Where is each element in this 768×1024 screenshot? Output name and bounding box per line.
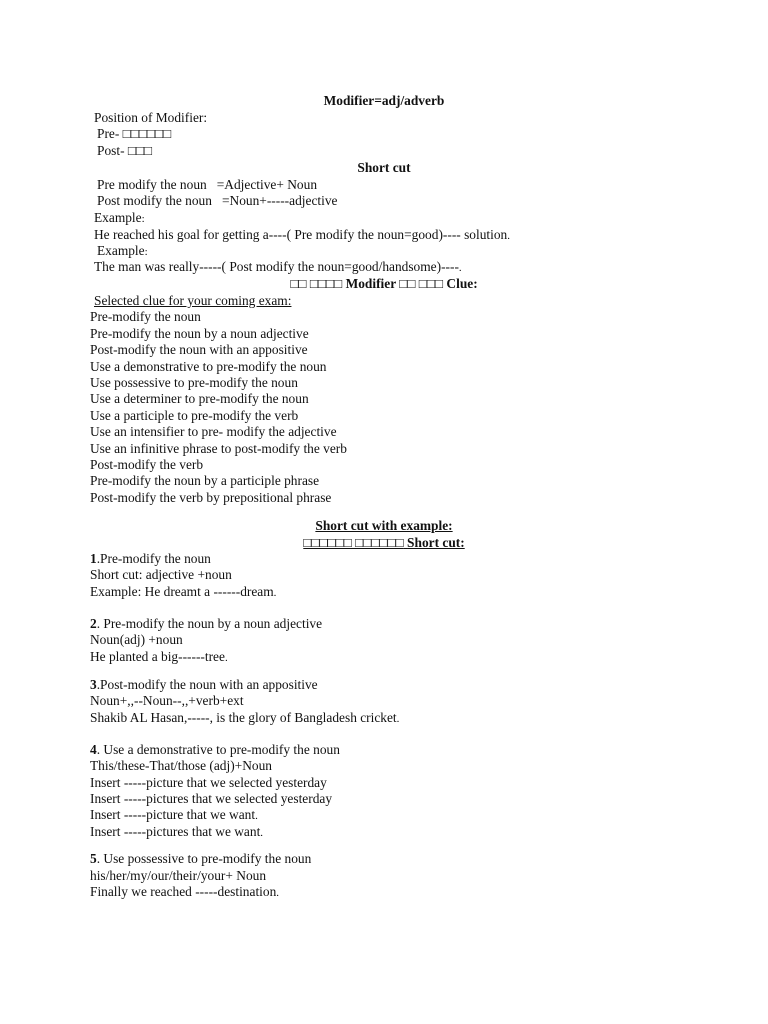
selected-clue-heading: Selected clue for your coming exam:: [94, 293, 292, 308]
section-line: Finally we reached -----destination.: [90, 884, 280, 899]
section-line: his/her/my/our/their/your+ Noun: [90, 868, 267, 883]
list-item: Use a participle to pre-modify the verb: [90, 408, 299, 423]
section-line: This/these-That/those (adj)+Noun: [90, 758, 272, 773]
section-line: Insert -----picture that we selected yesterday: [90, 775, 327, 790]
list-item: Post-modify the noun with an appositive: [90, 342, 308, 357]
section-line: Shakib AL Hasan,-----, is the glory of Bangladesh cricket.: [90, 710, 400, 725]
section-title: 4. Use a demonstrative to pre-modify the noun: [90, 742, 340, 757]
section-line: He planted a big------tree.: [90, 649, 228, 664]
section-title: 3.Post-modify the noun with an appositive: [90, 677, 318, 692]
section-line: Insert -----pictures that we want.: [90, 824, 264, 839]
list-item: Pre-modify the noun by a participle phrase: [90, 473, 320, 488]
section-title: 1.Pre-modify the noun: [90, 551, 211, 566]
position-heading: Position of Modifier:: [94, 110, 208, 125]
document-title: Modifier=adj/adverb: [323, 93, 445, 108]
list-item: Pre-modify the noun by a noun adjective: [90, 326, 309, 341]
list-item: Use possessive to pre-modify the noun: [90, 375, 298, 390]
section-line: Insert -----pictures that we selected yesterday: [90, 791, 333, 806]
section-line: Noun(adj) +noun: [90, 632, 183, 647]
section-line: Insert -----picture that we want.: [90, 807, 258, 822]
section-title: 2. Pre-modify the noun by a noun adjective: [90, 616, 323, 631]
list-item: Post-modify the verb: [90, 457, 204, 472]
post-modify-rule: Post modify the noun =Noun+-----adjective: [97, 193, 338, 208]
clue-heading: □□ □□□□ Modifier □□ □□□ Clue:: [290, 276, 478, 291]
example-label-1: Example:: [94, 210, 145, 225]
example-text-2: The man was really-----( Post modify the noun=good/handsome)----.: [94, 259, 462, 274]
list-item: Use an intensifier to pre- modify the adjective: [90, 424, 337, 439]
list-item: Use an infinitive phrase to post-modify the verb: [90, 441, 347, 456]
list-item: Use a demonstrative to pre-modify the noun: [90, 359, 327, 374]
section-title: 5. Use possessive to pre-modify the noun: [90, 851, 312, 866]
position-post: Post- □□□: [97, 143, 153, 158]
pre-modify-rule: Pre modify the noun =Adjective+ Noun: [97, 177, 318, 192]
examples-heading: Short cut with example:: [315, 518, 453, 533]
list-item: Pre-modify the noun: [90, 309, 201, 324]
position-pre: Pre- □□□□□□: [97, 126, 172, 141]
list-item: Use a determiner to pre-modify the noun: [90, 391, 309, 406]
example-label-2: Example:: [97, 243, 148, 258]
section-line: Noun+,,--Noun--,,+verb+ext: [90, 693, 244, 708]
examples-subheading: □□□□□□ □□□□□□ Short cut:: [303, 535, 465, 550]
section-line: Example: He dreamt a ------dream.: [90, 584, 277, 599]
shortcut-heading: Short cut: [357, 160, 411, 175]
example-text-1: He reached his goal for getting a----( Pre modify the noun=good)---- solution.: [94, 227, 510, 242]
list-item: Post-modify the verb by prepositional phrase: [90, 490, 332, 505]
section-line: Short cut: adjective +noun: [90, 567, 232, 582]
